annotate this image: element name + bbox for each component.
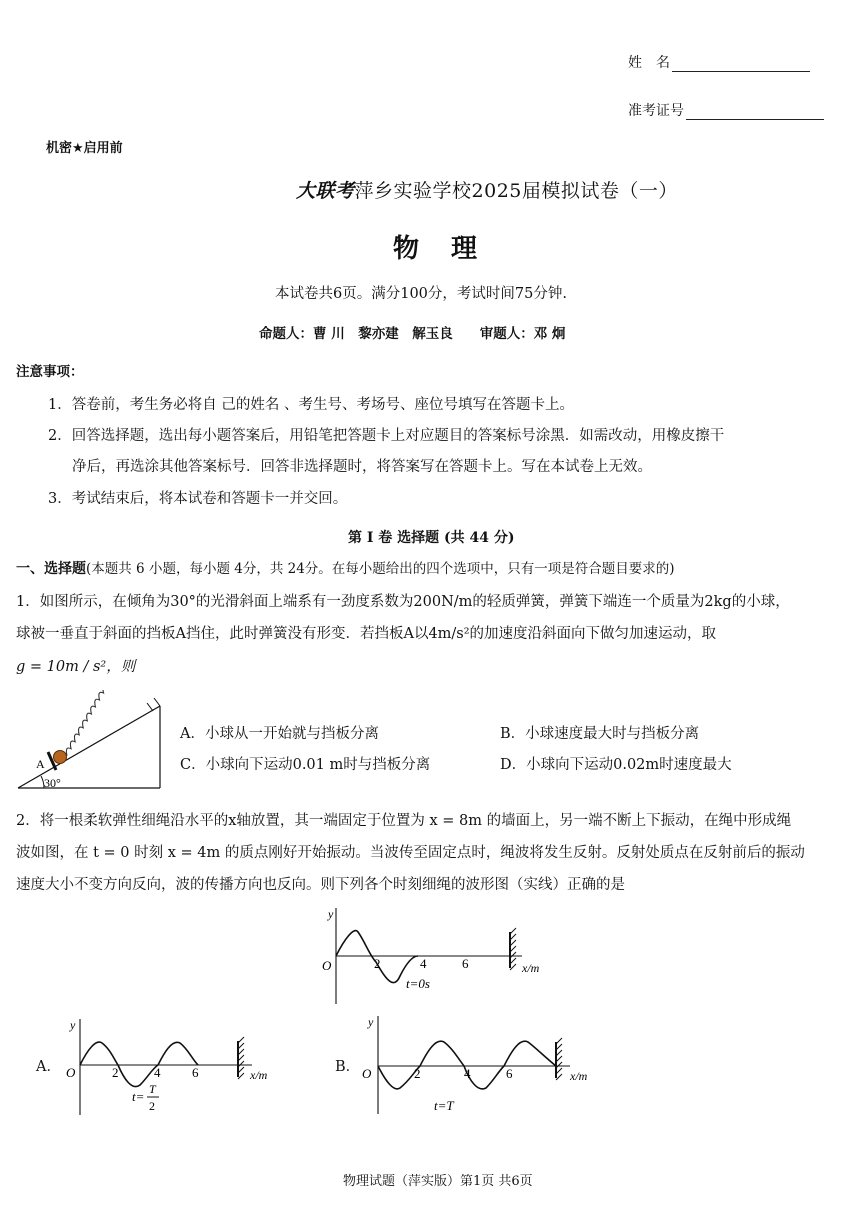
tick-label: 4 [154,1065,161,1080]
origin-label: O [66,1065,76,1080]
q2-stem-line: 波如图，在 t = 0 时刻 x = 4m 的质点刚好开始振动。当波传至固定点时，绳波将发生反射。反射处质点在反射前后的振动 [16,845,805,861]
tick-label: 2 [374,956,381,971]
q2-option-b-label: B． [335,1059,361,1075]
exam-title [296,176,678,203]
q1-option-d: D．小球向下运动0.02m时速度最大 [500,757,732,773]
tick-label: 6 [506,1066,513,1081]
name-field [628,52,810,72]
notice-item: 净后，再选涂其他答案标号．回答非选择题时，将答案写在答题卡上。写在本试卷上无效。 [72,459,652,475]
x-unit-label: x/m [250,1068,268,1082]
q2-stem-line: 2．将一根柔软弹性细绳沿水平的x轴放置，其一端固定于位置为 x = 8m 的墙面上，另一端不断上下振动，在绳中形成绳 [16,813,792,829]
y-label: y [368,1015,374,1029]
q1-option-a: A．小球从一开始就与挡板分离 [180,726,379,742]
notice-heading: 注意事项： [16,364,84,380]
notice-item: 1．答卷前，考生务必将自 己的姓名 、考生号、考场号、座位号填写在答题卡上。 [48,397,574,413]
origin-label: O [322,958,332,973]
q1-option-b: B．小球速度最大时与挡板分离 [500,726,700,742]
q1-option-c: C．小球向下运动0.01 m时与挡板分离 [180,757,431,773]
tick-label: 4 [464,1066,471,1081]
subject-title: 物理 [393,234,510,264]
name-blank [672,57,810,72]
time-label: t=T [434,1098,454,1113]
time-label: t=0s [406,976,430,991]
exam-authors: 命题人：曹 川 黎亦建 解玉良 审题人：邓 炯 [259,326,566,342]
id-label: 准考证号 [628,103,684,119]
tick-label: 6 [462,956,469,971]
q2-option-a-label: A． [36,1059,61,1075]
tick-label: 4 [420,956,427,971]
x-unit-label: x/m [570,1069,588,1083]
section-title: 第 I 卷 选择题 (共 44 分) [348,530,515,546]
angle-label: 30° [44,776,61,790]
time-label-prefix: t= [132,1089,145,1104]
notice-item: 2．回答选择题，选出每小题答案后，用铅笔把答题卡上对应题目的答案标号涂黑．如需改动，用橡皮擦干 [48,428,725,444]
q1-stem-line: 1．如图所示，在倾角为30°的光滑斜面上端系有一劲度系数为200N/m的轻质弹簧，弹簧下端连一个质量为2kg的小球， [16,594,790,610]
confidential-label: 机密★启用前 [46,141,123,156]
time-fraction-num: T [149,1082,156,1096]
part-heading-desc: (本题共 6 小题，每小题 4分，共 24分。在每小题给出的四个选项中，只有一项是符合题目要求的) [86,561,675,577]
exam-intro: 本试卷共6页。满分100分，考试时间75分钟. [275,286,567,302]
notice-item: 3．考试结束后，将本试卷和答题卡一并交回。 [48,491,348,507]
y-label: y [70,1018,76,1032]
x-unit-label: x/m [522,961,540,975]
wave-curve [80,1042,198,1086]
id-blank [686,105,824,120]
q1-stem-line: 球被一垂直于斜面的挡板A挡住，此时弹簧没有形变．若挡板A以4m/s²的加速度沿斜面向下做匀加速运动，取 [16,626,717,642]
id-field [628,100,824,120]
part-heading [16,562,675,577]
wave-graph-option-b [358,1010,610,1120]
incline-figure [14,690,166,792]
exam-title-main: 萍乡实验学校2025届模拟试卷（一） [354,180,678,202]
tick-label: 2 [414,1066,421,1081]
q2-stem-line: 速度大小不变方向反向，波的传播方向也反向。则下列各个时刻细绳的波形图（实线）正确的是 [16,877,625,893]
wave-graph-main [310,900,560,1010]
name-label: 姓 名 [628,55,670,71]
wall-hatch [147,703,153,711]
q1-stem-line: g = 10m / s²，则 [16,659,136,675]
tick-label: 6 [192,1065,199,1080]
page-footer: 物理试题（萍实版）第1页 共6页 [343,1174,533,1189]
brand-name: 大联考 [296,180,355,202]
ball [54,751,67,764]
tick-label: 2 [112,1065,119,1080]
time-fraction-den: 2 [149,1099,155,1113]
y-label: y [328,907,334,921]
wall-hatch [154,698,160,706]
wave-graph-option-a [60,1015,292,1125]
part-heading-title: 一、选择题 [16,561,86,577]
baffle-label: A [36,757,45,771]
origin-label: O [362,1066,372,1081]
incline-surface [18,706,160,788]
